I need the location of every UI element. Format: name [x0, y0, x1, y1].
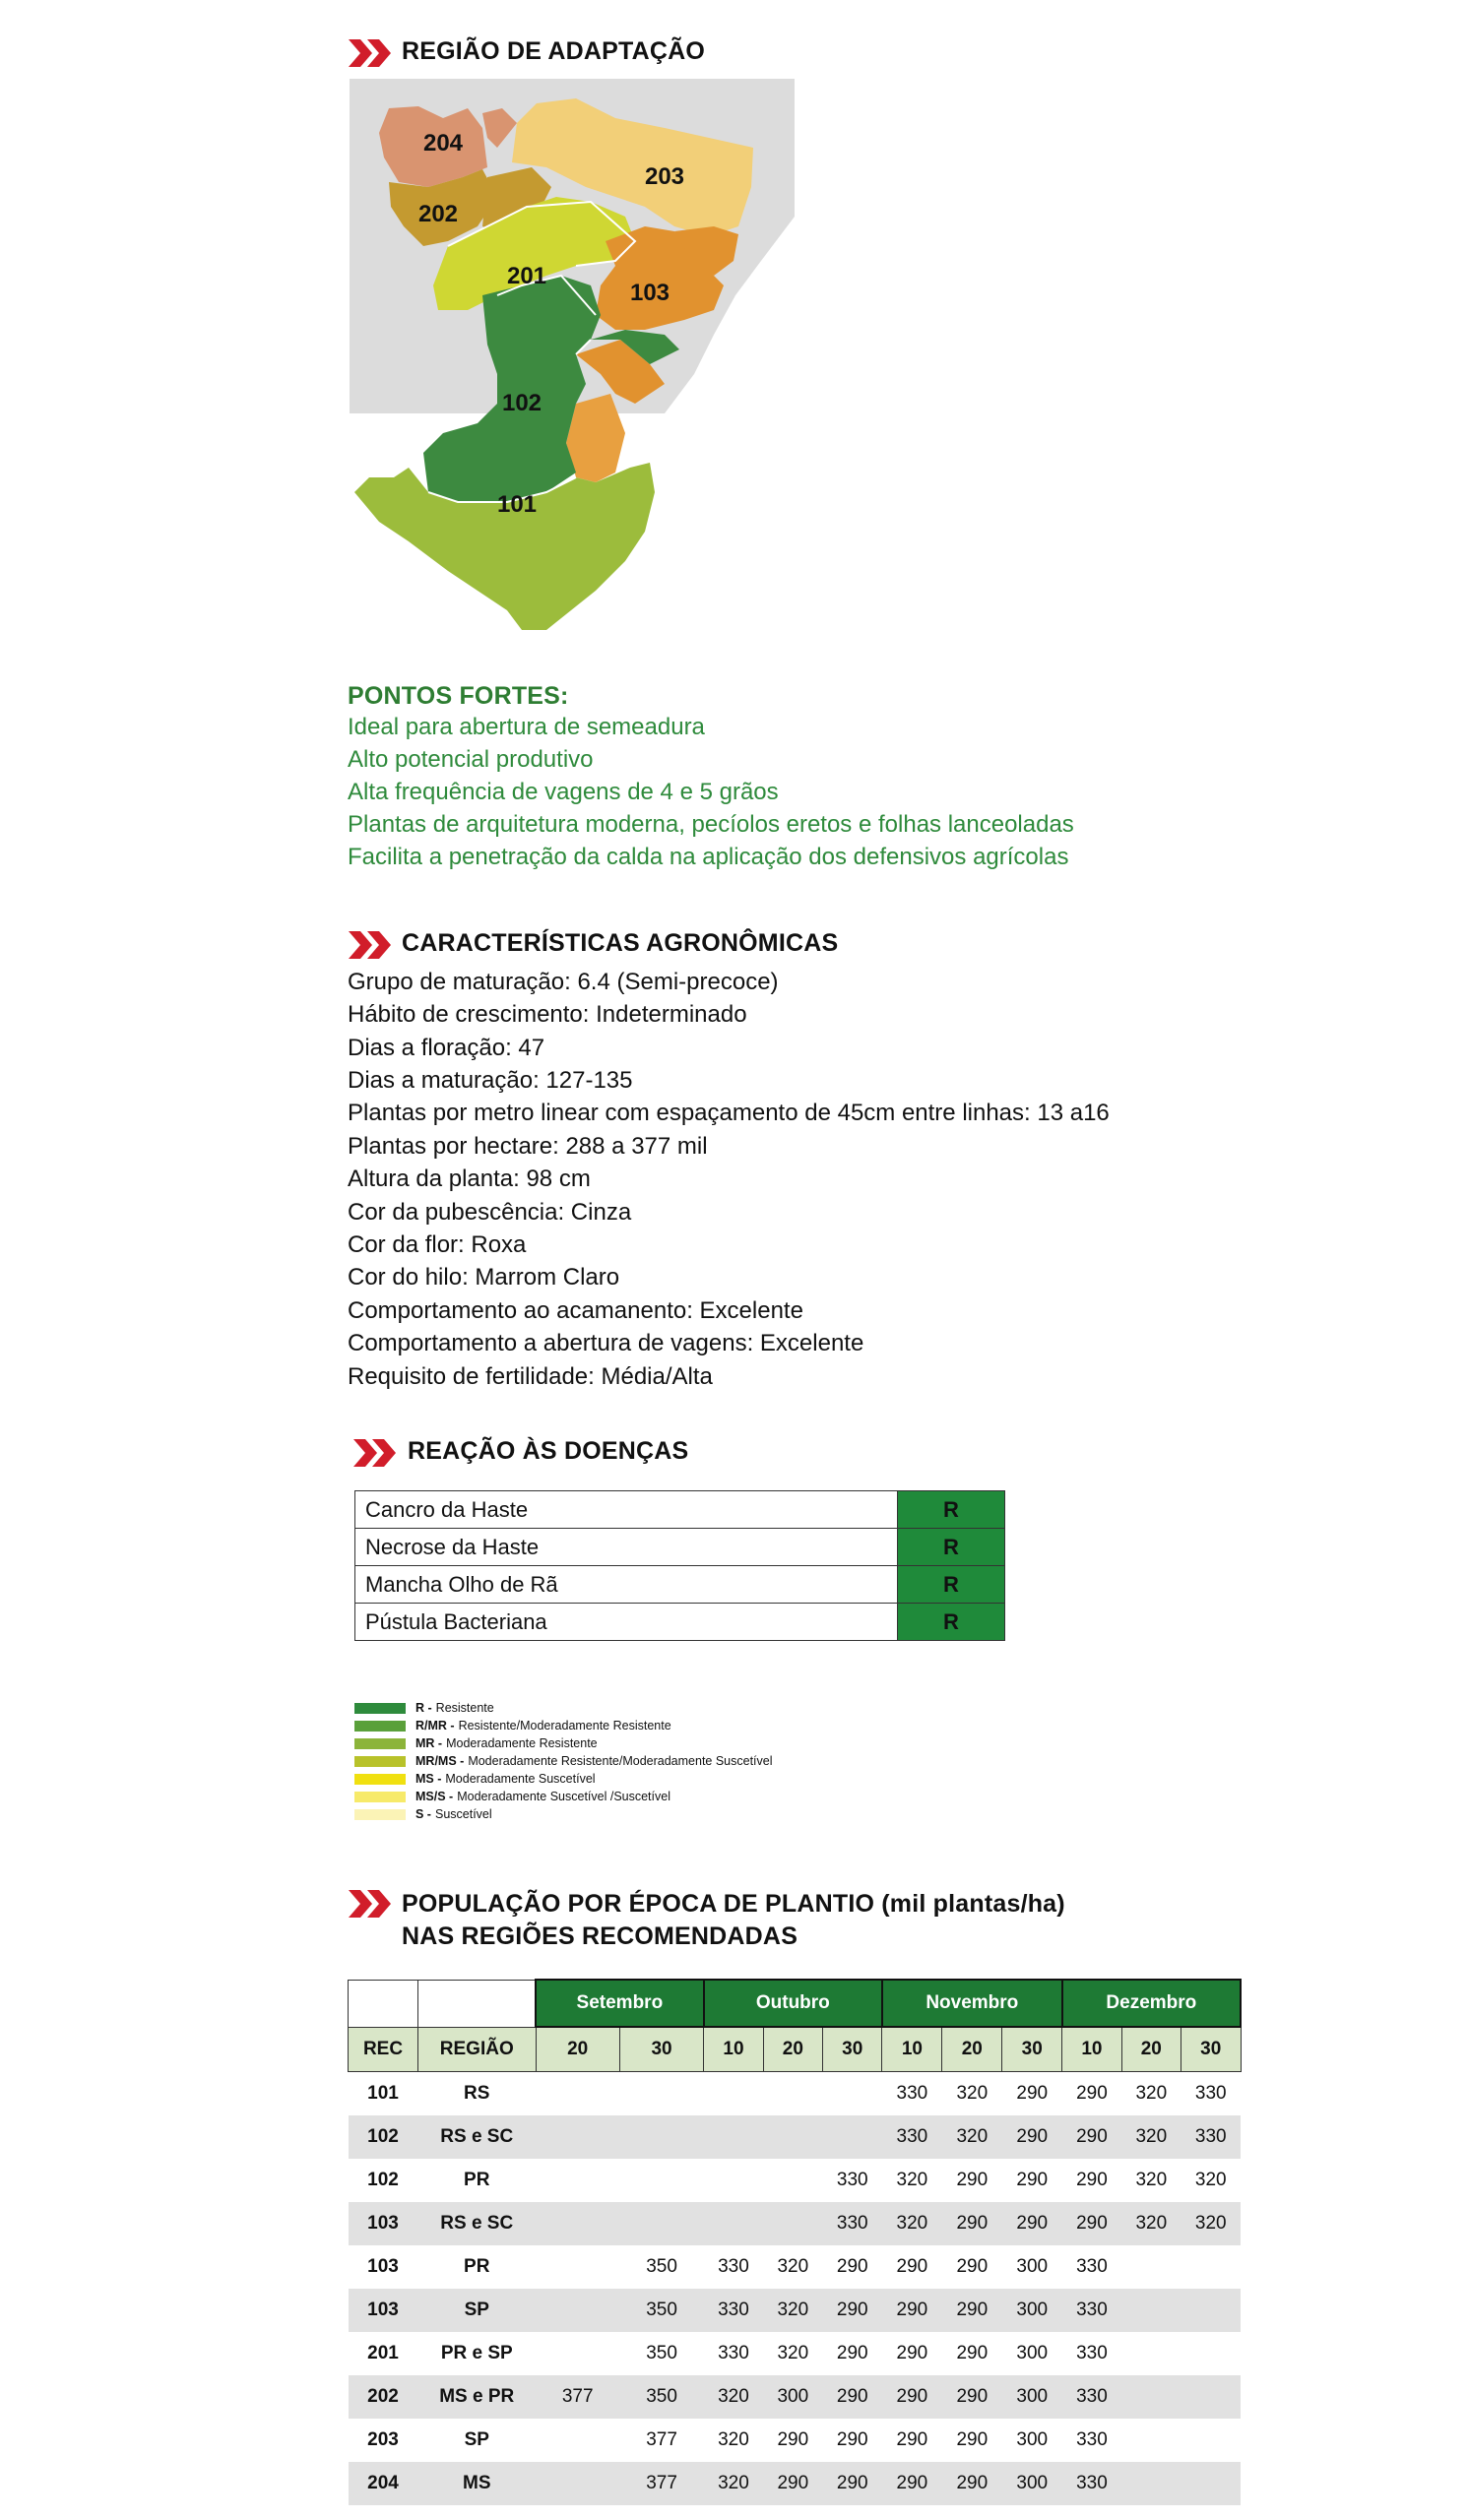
legend-code: MR/MS - — [415, 1754, 465, 1768]
population-value-cell — [619, 2115, 703, 2159]
population-value-cell: 350 — [646, 2256, 677, 2277]
agronomic-line: Plantas por hectare: 288 a 377 mil — [348, 1133, 708, 1160]
population-value-cell — [823, 2072, 882, 2116]
population-value-cell: 290 — [896, 2343, 928, 2363]
population-value-cell — [536, 2245, 619, 2289]
table-row — [349, 2419, 1242, 2462]
map-label-201: 201 — [506, 263, 547, 289]
legend-item — [354, 1718, 671, 1733]
legend-swatch — [354, 1721, 406, 1732]
population-value-cell: 330 — [1076, 2343, 1108, 2363]
table-row — [349, 2202, 1242, 2245]
strength-item: Alta frequência de vagens de 4 e 5 grãos — [348, 779, 779, 805]
legend-item — [354, 1735, 598, 1751]
day-header: 20 — [536, 2027, 619, 2072]
population-value-cell — [619, 2159, 703, 2202]
population-value-cell: 290 — [836, 2343, 868, 2363]
region-cell: MS — [418, 2462, 537, 2505]
region-cell: PR — [464, 2256, 490, 2277]
population-value-cell: 330 — [882, 2115, 942, 2159]
population-value-cell — [1181, 2245, 1242, 2289]
population-value-cell: 290 — [956, 2429, 989, 2450]
legend-swatch — [354, 1756, 406, 1767]
region-cell: RS e SC — [418, 2115, 537, 2159]
disease-reaction-badge: R — [898, 1529, 1005, 1566]
rec-header: REC — [349, 2027, 418, 2072]
population-value-cell — [619, 2202, 703, 2245]
population-value-cell: 320 — [1121, 2202, 1181, 2245]
agronomic-line: Requisito de fertilidade: Média/Alta — [348, 1363, 713, 1390]
header-empty-cell — [418, 1980, 537, 2027]
population-value-cell: 290 — [763, 2462, 822, 2505]
population-value-cell: 300 — [1002, 2462, 1062, 2505]
population-value-cell — [704, 2115, 763, 2159]
rec-cell: 103 — [349, 2202, 418, 2245]
region-cell: PR — [464, 2170, 490, 2190]
section-arrow-icon — [349, 929, 394, 961]
population-value-cell — [763, 2115, 822, 2159]
population-subtitle: NAS REGIÕES RECOMENDADAS — [402, 1922, 798, 1950]
population-value-cell: 330 — [1076, 2256, 1108, 2277]
population-value-cell: 320 — [763, 2289, 822, 2332]
population-value-cell: 290 — [1062, 2202, 1121, 2245]
legend-text: Moderadamente Suscetível /Suscetível — [457, 1790, 670, 1803]
table-row — [349, 2462, 1242, 2505]
table-row — [349, 2332, 1242, 2375]
population-value-cell: 300 — [1016, 2256, 1049, 2277]
population-value-cell — [763, 2202, 822, 2245]
agronomic-line: Plantas por metro linear com espaçamento de 45cm entre linhas: 13 a16 — [348, 1100, 1110, 1126]
population-value-cell: 290 — [956, 2170, 989, 2190]
agronomic-line: Dias a floração: 47 — [348, 1035, 545, 1061]
population-value-cell: 330 — [704, 2289, 763, 2332]
population-value-cell: 320 — [1121, 2115, 1181, 2159]
population-value-cell: 290 — [942, 2375, 1002, 2419]
population-value-cell: 290 — [882, 2462, 942, 2505]
legend-code: R - — [415, 1701, 432, 1715]
strength-item: Alto potencial produtivo — [348, 746, 594, 773]
population-value-cell: 300 — [1016, 2343, 1049, 2363]
region-cell: RS — [464, 2083, 490, 2104]
population-value-cell — [536, 2419, 619, 2462]
population-value-cell — [536, 2202, 619, 2245]
strength-item: Facilita a penetração da calda na aplicação dos defensivos agrícolas — [348, 844, 1069, 870]
legend-item — [354, 1753, 773, 1769]
table-row — [349, 2159, 1242, 2202]
disease-table — [354, 1490, 1005, 1641]
legend-code: S - — [415, 1807, 431, 1821]
strength-item: Plantas de arquitetura moderna, pecíolos eretos e folhas lanceoladas — [348, 811, 1074, 838]
population-value-cell: 300 — [1002, 2375, 1062, 2419]
population-value-cell: 377 — [619, 2462, 703, 2505]
population-value-cell: 290 — [836, 2256, 868, 2277]
table-subheader-row — [349, 2027, 1242, 2072]
day-header: 30 — [1002, 2027, 1062, 2072]
rec-cell: 103 — [349, 2289, 418, 2332]
day-header: 30 — [823, 2027, 882, 2072]
month-header: Outubro — [704, 1980, 882, 2027]
population-value-cell: 330 — [1062, 2375, 1121, 2419]
legend-swatch — [354, 1738, 406, 1749]
day-header: 30 — [1181, 2027, 1242, 2072]
population-value-cell — [704, 2159, 763, 2202]
disease-name: Mancha Olho de Rã — [355, 1566, 898, 1604]
table-row — [355, 1604, 1005, 1641]
population-value-cell — [536, 2159, 619, 2202]
population-value-cell: 320 — [882, 2202, 942, 2245]
legend-code: MS/S - — [415, 1790, 454, 1803]
population-value-cell: 290 — [777, 2429, 809, 2450]
rec-cell: 201 — [367, 2343, 399, 2363]
rec-cell: 101 — [367, 2083, 399, 2104]
population-value-cell — [1181, 2289, 1242, 2332]
population-value-cell: 300 — [763, 2375, 822, 2419]
agronomic-line: Grupo de maturação: 6.4 (Semi-precoce) — [348, 969, 779, 995]
population-value-cell: 320 — [1181, 2202, 1242, 2245]
rec-cell: 102 — [367, 2170, 399, 2190]
day-header: 20 — [1121, 2027, 1181, 2072]
population-value-cell — [536, 2115, 619, 2159]
population-value-cell: 320 — [1135, 2170, 1168, 2190]
population-value-cell: 300 — [1002, 2289, 1062, 2332]
map-label-202: 202 — [417, 201, 459, 227]
rec-cell: 103 — [367, 2256, 399, 2277]
population-value-cell — [1181, 2375, 1242, 2419]
region-section-title: REGIÃO DE ADAPTAÇÃO — [402, 37, 705, 65]
population-value-cell: 320 — [704, 2462, 763, 2505]
legend-text: Resistente — [435, 1701, 494, 1715]
table-row — [355, 1491, 1005, 1529]
legend-text: Resistente/Moderadamente Resistente — [458, 1719, 671, 1732]
population-value-cell — [1121, 2462, 1181, 2505]
legend-code: R/MR - — [415, 1719, 455, 1732]
agronomic-title: CARACTERÍSTICAS AGRONÔMICAS — [402, 929, 839, 957]
population-value-cell: 290 — [942, 2462, 1002, 2505]
disease-reaction-badge: R — [898, 1491, 1005, 1529]
region-cell: PR e SP — [440, 2343, 513, 2363]
table-row — [349, 2289, 1242, 2332]
population-value-cell — [1181, 2419, 1242, 2462]
rec-cell: 203 — [367, 2429, 399, 2450]
population-value-cell: 320 — [942, 2115, 1002, 2159]
population-value-cell: 300 — [1016, 2429, 1049, 2450]
population-value-cell — [536, 2072, 619, 2116]
population-value-cell: 330 — [1062, 2289, 1121, 2332]
population-value-cell — [1121, 2289, 1181, 2332]
population-value-cell: 290 — [1076, 2170, 1108, 2190]
agronomic-line: Hábito de crescimento: Indeterminado — [348, 1001, 747, 1028]
population-value-cell — [763, 2072, 822, 2116]
population-value-cell: 330 — [1181, 2115, 1242, 2159]
disease-reaction-badge: R — [898, 1566, 1005, 1604]
legend-swatch — [354, 1792, 406, 1802]
map-label-102: 102 — [501, 390, 543, 416]
population-value-cell: 290 — [1002, 2202, 1062, 2245]
legend-text: Moderadamente Suscetível — [445, 1772, 596, 1786]
population-value-cell — [619, 2072, 703, 2116]
population-title: POPULAÇÃO POR ÉPOCA DE PLANTIO (mil plantas/ha) — [402, 1890, 1065, 1918]
header-empty-cell — [349, 1980, 418, 2027]
agronomic-line: Cor da pubescência: Cinza — [348, 1199, 632, 1226]
section-arrow-icon — [353, 1437, 399, 1469]
rec-cell: 102 — [349, 2115, 418, 2159]
map-label-103: 103 — [629, 280, 670, 306]
map-label-204: 204 — [422, 130, 464, 157]
population-value-cell: 330 — [836, 2170, 868, 2190]
population-value-cell: 350 — [646, 2343, 677, 2363]
diseases-title: REAÇÃO ÀS DOENÇAS — [408, 1437, 689, 1465]
population-value-cell — [1121, 2375, 1181, 2419]
agronomic-line: Dias a maturação: 127-135 — [348, 1067, 633, 1094]
map-label-203: 203 — [644, 163, 685, 190]
day-header: 30 — [619, 2027, 703, 2072]
population-value-cell: 330 — [896, 2083, 928, 2104]
region-header: REGIÃO — [418, 2027, 537, 2072]
population-value-cell — [1121, 2419, 1181, 2462]
agronomic-line: Altura da planta: 98 cm — [348, 1166, 591, 1192]
table-row — [355, 1566, 1005, 1604]
population-value-cell: 290 — [1002, 2115, 1062, 2159]
population-value-cell: 290 — [1062, 2115, 1121, 2159]
day-header: 10 — [882, 2027, 942, 2072]
population-value-cell: 290 — [956, 2256, 989, 2277]
day-header: 20 — [763, 2027, 822, 2072]
population-value-cell: 320 — [718, 2429, 749, 2450]
population-value-cell: 320 — [956, 2083, 989, 2104]
population-value-cell: 290 — [942, 2289, 1002, 2332]
table-row — [349, 2115, 1242, 2159]
population-value-cell — [763, 2159, 822, 2202]
region-cell: SP — [464, 2429, 489, 2450]
population-value-cell: 290 — [896, 2256, 928, 2277]
population-value-cell — [704, 2202, 763, 2245]
legend-swatch — [354, 1703, 406, 1714]
agronomic-line: Comportamento a abertura de vagens: Excelente — [348, 1330, 864, 1356]
population-value-cell: 290 — [836, 2429, 868, 2450]
legend-text: Moderadamente Resistente — [446, 1736, 598, 1750]
agronomic-line: Cor do hilo: Marrom Claro — [348, 1264, 620, 1291]
population-value-cell: 290 — [823, 2462, 882, 2505]
population-value-cell: 377 — [536, 2375, 619, 2419]
population-value-cell — [1181, 2462, 1242, 2505]
disease-name: Necrose da Haste — [355, 1529, 898, 1566]
population-value-cell: 350 — [619, 2375, 703, 2419]
region-cell: SP — [418, 2289, 537, 2332]
population-value-cell: 377 — [646, 2429, 677, 2450]
legend-item — [354, 1789, 670, 1804]
population-value-cell — [823, 2115, 882, 2159]
population-value-cell: 290 — [1016, 2170, 1049, 2190]
population-value-cell: 320 — [1135, 2083, 1168, 2104]
population-value-cell — [704, 2072, 763, 2116]
region-map — [350, 79, 795, 640]
rec-cell: 202 — [349, 2375, 418, 2419]
population-value-cell: 290 — [942, 2202, 1002, 2245]
region-cell: MS e PR — [418, 2375, 537, 2419]
population-value-cell: 290 — [1016, 2083, 1049, 2104]
population-value-cell: 290 — [1076, 2083, 1108, 2104]
population-value-cell — [536, 2289, 619, 2332]
day-header: 20 — [942, 2027, 1002, 2072]
population-value-cell: 290 — [882, 2375, 942, 2419]
population-value-cell: 320 — [777, 2256, 809, 2277]
map-label-101: 101 — [496, 491, 538, 518]
population-value-cell: 330 — [823, 2202, 882, 2245]
agronomic-line: Comportamento ao acamanento: Excelente — [348, 1297, 803, 1324]
population-value-cell — [536, 2462, 619, 2505]
population-table — [348, 1979, 1242, 2505]
table-row — [349, 2072, 1242, 2116]
disease-name: Cancro da Haste — [355, 1491, 898, 1529]
population-value-cell: 330 — [718, 2256, 749, 2277]
table-row — [349, 2245, 1242, 2289]
table-header-row — [349, 1980, 1242, 2027]
legend-swatch — [354, 1774, 406, 1785]
rec-cell: 204 — [349, 2462, 418, 2505]
population-value-cell: 320 — [1194, 2170, 1227, 2190]
population-value-cell: 320 — [896, 2170, 928, 2190]
month-header: Novembro — [882, 1980, 1062, 2027]
legend-item — [354, 1700, 494, 1716]
population-value-cell: 290 — [882, 2289, 942, 2332]
section-arrow-icon — [349, 1888, 394, 1920]
section-arrow-icon — [349, 37, 394, 69]
population-value-cell: 330 — [1076, 2429, 1108, 2450]
day-header: 10 — [1062, 2027, 1121, 2072]
legend-item — [354, 1771, 596, 1787]
legend-swatch — [354, 1809, 406, 1820]
legend-item — [354, 1806, 492, 1822]
table-row — [355, 1529, 1005, 1566]
population-value-cell: 320 — [704, 2375, 763, 2419]
strengths-title: PONTOS FORTES: — [348, 682, 569, 710]
region-cell: RS e SC — [418, 2202, 537, 2245]
table-row — [349, 2375, 1242, 2419]
legend-text: Moderadamente Resistente/Moderadamente Suscetível — [468, 1754, 773, 1768]
population-value-cell: 290 — [896, 2429, 928, 2450]
strength-item: Ideal para abertura de semeadura — [348, 714, 705, 740]
month-header: Setembro — [536, 1980, 704, 2027]
legend-code: MR - — [415, 1736, 443, 1750]
population-value-cell: 330 — [1062, 2462, 1121, 2505]
population-value-cell: 330 — [1194, 2083, 1227, 2104]
month-header: Dezembro — [1062, 1980, 1241, 2027]
legend-code: MS - — [415, 1772, 442, 1786]
population-value-cell: 290 — [956, 2343, 989, 2363]
disease-reaction-badge: R — [898, 1604, 1005, 1641]
population-value-cell: 330 — [718, 2343, 749, 2363]
population-value-cell: 350 — [619, 2289, 703, 2332]
population-value-cell: 320 — [777, 2343, 809, 2363]
population-value-cell: 290 — [823, 2375, 882, 2419]
disease-name: Pústula Bacteriana — [355, 1604, 898, 1641]
population-value-cell — [1181, 2332, 1242, 2375]
population-value-cell — [1121, 2245, 1181, 2289]
legend-text: Suscetível — [434, 1807, 492, 1821]
population-value-cell — [536, 2332, 619, 2375]
day-header: 10 — [704, 2027, 763, 2072]
agronomic-line: Cor da flor: Roxa — [348, 1231, 527, 1258]
population-value-cell — [1121, 2332, 1181, 2375]
population-value-cell: 290 — [823, 2289, 882, 2332]
